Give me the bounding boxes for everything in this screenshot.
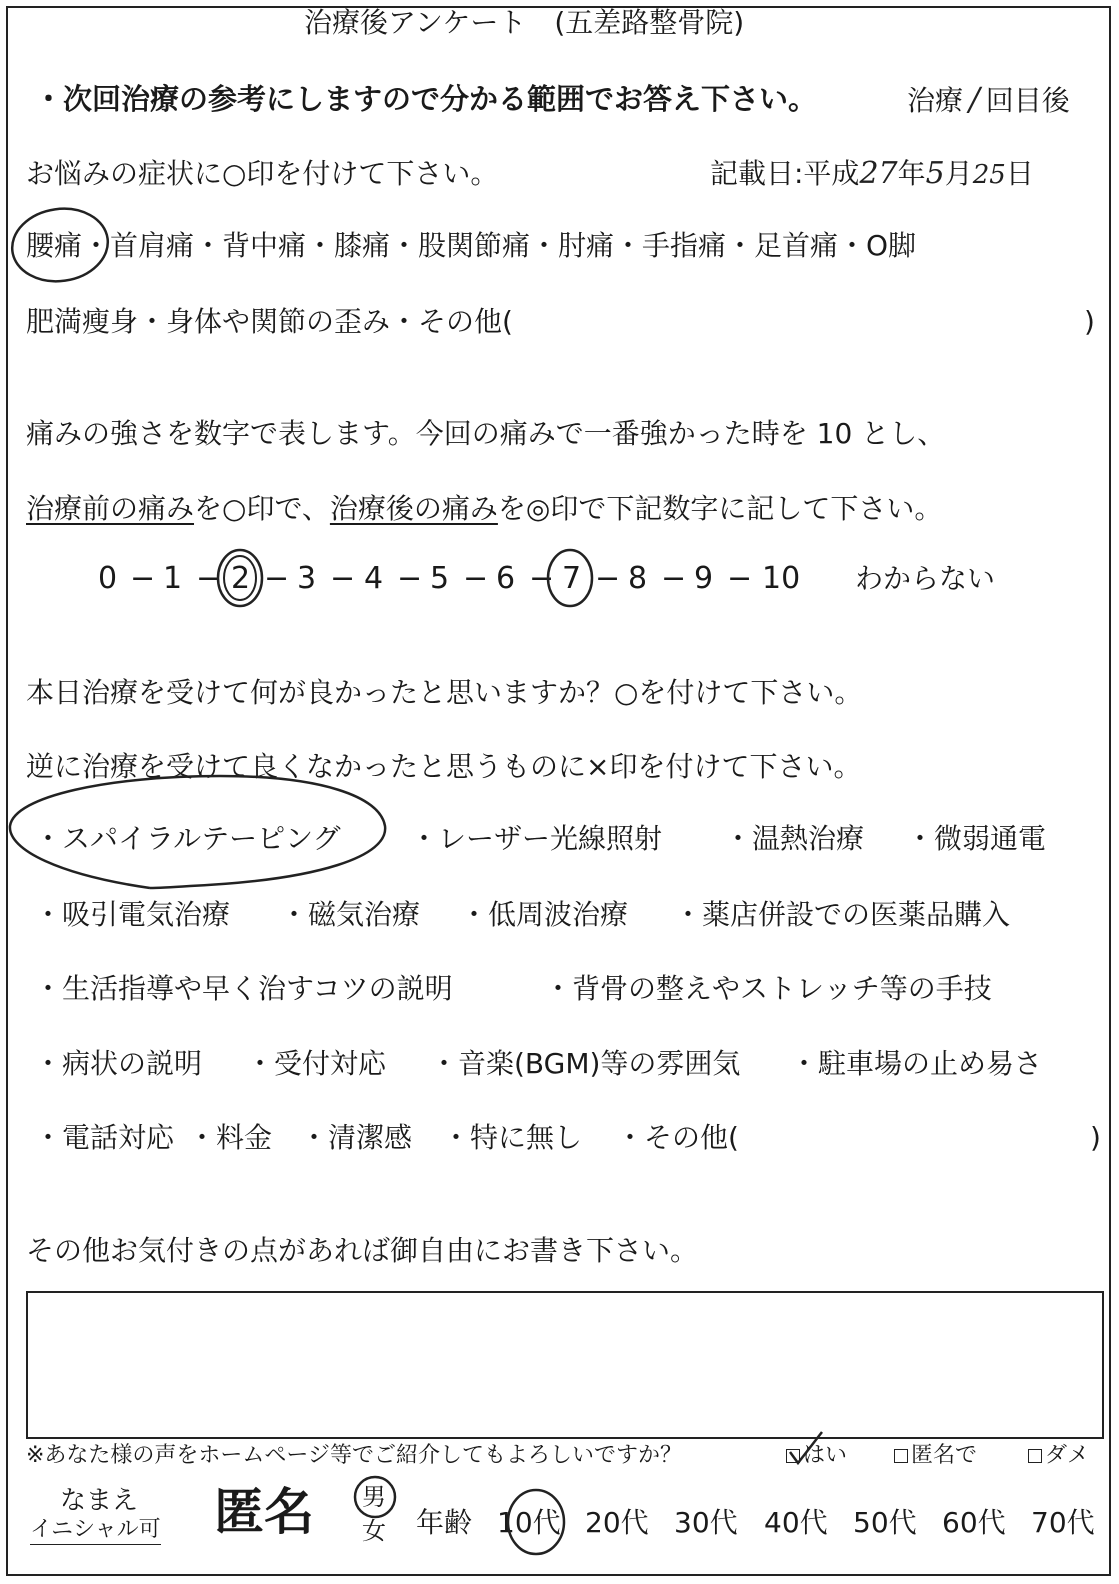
- comments-prompt: その他お気付きの点があれば御自由にお書き下さい。: [26, 1234, 699, 1267]
- mark-check-yes: [790, 1432, 822, 1463]
- age-option[interactable]: 10代: [497, 1506, 561, 1539]
- pain-after-label: 治療後の痛み: [329, 492, 498, 525]
- mark-circle-male: [355, 1477, 395, 1517]
- scale-num[interactable]: 1: [163, 561, 183, 596]
- scale-num[interactable]: 9: [694, 561, 714, 596]
- age-option[interactable]: 40代: [764, 1506, 828, 1539]
- scale-dash: −: [529, 561, 555, 596]
- pain-before-mid: を○印で、: [194, 492, 330, 525]
- option-micro-current[interactable]: ・微弱通電: [906, 822, 1047, 855]
- date-month: 5: [925, 156, 945, 191]
- scale-num[interactable]: 5: [430, 561, 450, 596]
- scale-num[interactable]: 4: [364, 561, 384, 596]
- date-year-unit: 年: [897, 157, 926, 190]
- option-laser[interactable]: ・レーザー光線照射: [410, 822, 663, 855]
- scale-dash: −: [661, 561, 687, 596]
- name-value-stamp[interactable]: 匿名: [214, 1482, 314, 1541]
- mark-loop-spiral-taping: [10, 776, 385, 888]
- scale-num[interactable]: 8: [628, 561, 648, 596]
- scale-num[interactable]: 6: [496, 561, 516, 596]
- mark-circle-7: [548, 550, 592, 606]
- symptom-lower-back[interactable]: 腰痛: [26, 229, 83, 262]
- option-spiral-taping[interactable]: ・スパイラルテーピング: [34, 822, 341, 855]
- initial-label: イニシャル可: [30, 1516, 161, 1545]
- age-option[interactable]: 70代: [1031, 1506, 1095, 1539]
- feedback-bad-instruction: 逆に治療を受けて良くなかったと思うものに×印を付けて下さい。: [26, 750, 862, 783]
- pain-after-tail: を◎印で下記数字に記して下さい。: [497, 492, 943, 525]
- option-heat[interactable]: ・温熱治療: [724, 822, 865, 855]
- option-cleanliness[interactable]: ・清潔感: [300, 1121, 413, 1154]
- scale-dash: −: [595, 561, 621, 596]
- scale-num[interactable]: 0: [98, 561, 118, 596]
- mark-circle-lower-back: [7, 203, 112, 288]
- option-condition-explain[interactable]: ・病状の説明: [34, 1047, 203, 1080]
- treatment-count-suffix: 回目後: [985, 84, 1070, 117]
- symptoms-row-2: 肥満瘦身・身体や関節の歪み・その他(: [26, 305, 513, 338]
- consent-question: ※あなた様の声をホームページ等でご紹介してもよろしいですか？: [26, 1443, 682, 1468]
- age-option[interactable]: 60代: [942, 1506, 1006, 1539]
- scale-dash: −: [463, 561, 489, 596]
- feedback-good-instruction: 本日治療を受けて何が良かったと思いますか？○を付けて下さい。: [26, 676, 863, 709]
- scale-num[interactable]: 7: [562, 561, 582, 596]
- option-price[interactable]: ・料金: [188, 1121, 273, 1154]
- scale-dash: −: [727, 561, 753, 596]
- scale-dash: −: [130, 561, 156, 596]
- survey-title: 治療後アンケート (五差路整骨院): [304, 6, 745, 39]
- scale-dash: −: [330, 561, 356, 596]
- intro-text: ・次回治療の参考にしますので分かる範囲でお答え下さい。: [34, 82, 818, 116]
- date-year: 27: [859, 156, 898, 191]
- option-magnetic[interactable]: ・磁気治療: [280, 898, 421, 931]
- option-other-close: ): [1090, 1121, 1101, 1154]
- consent-no-label: ダメ: [1045, 1443, 1090, 1468]
- option-phone[interactable]: ・電話対応: [34, 1121, 175, 1154]
- treatment-count-value: /: [969, 80, 980, 118]
- symptoms-instruction: お悩みの症状に○印を付けて下さい。: [26, 157, 499, 190]
- option-parking[interactable]: ・駐車場の止め易さ: [790, 1047, 1043, 1080]
- treatment-count-label: 治療: [907, 84, 964, 117]
- option-music-atmosphere[interactable]: ・音楽(BGM)等の雰囲気: [430, 1047, 741, 1080]
- option-lifestyle-advice[interactable]: ・生活指導や早く治すコツの説明: [34, 972, 453, 1005]
- scale-num[interactable]: 10: [762, 561, 801, 596]
- age-option[interactable]: 20代: [585, 1506, 649, 1539]
- pain-instruction-1: 痛みの強さを数字で表します。今回の痛みで一番強かった時を 10 とし、: [26, 417, 946, 450]
- scale-dash: −: [397, 561, 423, 596]
- age-option[interactable]: 50代: [853, 1506, 917, 1539]
- scale-dash: −: [196, 561, 222, 596]
- option-nothing[interactable]: ・特に無し: [442, 1121, 583, 1154]
- option-reception[interactable]: ・受付対応: [246, 1047, 387, 1080]
- scale-dash: −: [264, 561, 290, 596]
- option-suction[interactable]: ・吸引電気治療: [34, 898, 231, 931]
- age-option[interactable]: 30代: [674, 1506, 738, 1539]
- scale-num[interactable]: 2: [231, 561, 251, 596]
- symptoms-row-1-rest: ・首肩痛・背中痛・膝痛・股関節痛・肘痛・手指痛・足首痛・O脚: [82, 229, 917, 262]
- symptoms-other-close: ): [1084, 305, 1095, 338]
- consent-yes-label: はい: [803, 1443, 848, 1468]
- gender-male[interactable]: 男: [362, 1483, 386, 1511]
- scale-unknown[interactable]: わからない: [855, 562, 996, 595]
- option-manual-therapy[interactable]: ・背骨の整えやストレッチ等の手技: [544, 972, 992, 1005]
- gender-female[interactable]: 女: [362, 1517, 386, 1545]
- age-label: 年齢: [416, 1506, 473, 1539]
- name-label: なまえ: [60, 1486, 139, 1516]
- consent-anonymous-label: 匿名で: [911, 1443, 978, 1468]
- option-other[interactable]: ・その他(: [616, 1121, 739, 1154]
- mark-double-circle-2-inner: [224, 556, 256, 600]
- pain-before-label: 治療前の痛み: [26, 492, 195, 525]
- date-day-unit: 日: [1005, 157, 1034, 190]
- option-low-freq[interactable]: ・低周波治療: [460, 898, 629, 931]
- mark-circle-age-10: [508, 1490, 564, 1554]
- date-day: 25: [972, 160, 1006, 190]
- date-label: 記載日:平成: [710, 157, 860, 190]
- option-pharmacy[interactable]: ・薬店併設での医薬品購入: [674, 898, 1011, 931]
- scale-num[interactable]: 3: [297, 561, 317, 596]
- date-month-unit: 月: [944, 157, 973, 190]
